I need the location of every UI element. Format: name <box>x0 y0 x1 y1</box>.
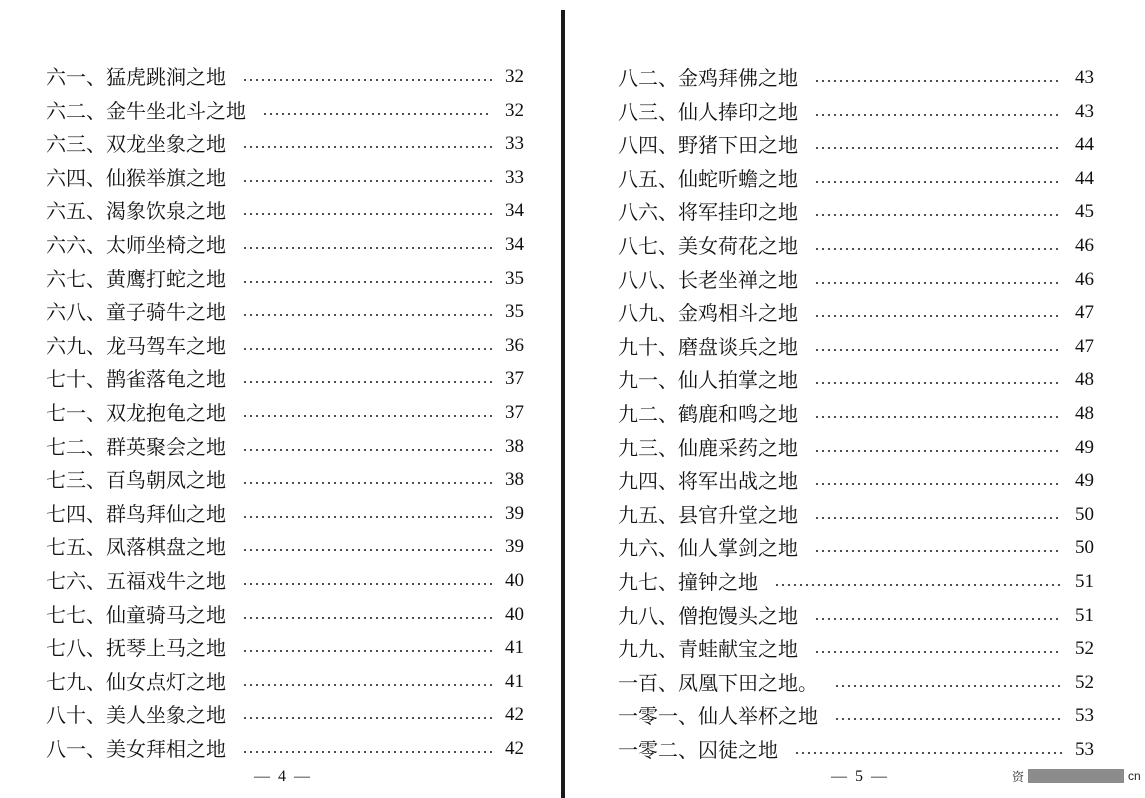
toc-entry-title: 八九、金鸡相斗之地 <box>618 301 798 326</box>
toc-entry-page-number: 42 <box>505 704 524 726</box>
toc-entry <box>46 600 524 630</box>
toc-entry <box>618 399 1094 429</box>
toc-entry-title: 七九、仙女点灯之地 <box>46 669 226 694</box>
page-number-left: — 4 — <box>254 768 312 785</box>
toc-entry <box>618 332 1094 362</box>
toc-entry-page-number: 33 <box>505 166 524 188</box>
dot-leader <box>242 79 492 81</box>
dot-leader <box>814 282 1062 284</box>
toc-entry <box>46 129 524 159</box>
toc-entry-title: 七七、仙童骑马之地 <box>46 602 226 627</box>
toc-entry <box>46 62 524 92</box>
dot-leader <box>794 752 1062 754</box>
toc-entry <box>46 398 524 428</box>
toc-entry-title: 九二、鹤鹿和鸣之地 <box>618 402 798 426</box>
toc-entry-page-number: 49 <box>1075 470 1094 492</box>
toc-entry-title: 九六、仙人掌剑之地 <box>618 536 798 561</box>
toc-entry-title: 六三、双龙坐象之地 <box>46 132 226 157</box>
toc-entry-page-number: 43 <box>1075 67 1094 88</box>
toc-entry-page-number: 38 <box>505 469 524 491</box>
toc-entry-title: 七八、抚琴上马之地 <box>46 636 226 661</box>
toc-entry <box>618 601 1094 631</box>
toc-entry-page-number: 45 <box>1075 201 1094 223</box>
dot-leader <box>814 416 1062 418</box>
dot-leader <box>242 146 492 148</box>
toc-entry <box>618 231 1094 261</box>
toc-entry <box>46 700 524 730</box>
dot-leader <box>814 618 1062 620</box>
dot-leader <box>242 516 492 518</box>
toc-entry-title: 六五、渴象饮泉之地 <box>46 199 226 224</box>
dot-leader <box>814 651 1062 653</box>
toc-entry-title: 一零二、囚徒之地 <box>618 738 778 762</box>
toc-entry <box>46 196 524 226</box>
dot-leader <box>834 718 1062 720</box>
toc-entry-title: 八八、长老坐禅之地 <box>618 267 798 292</box>
toc-entry-title: 七十、鹊雀落龟之地 <box>46 367 226 392</box>
toc-entry-title: 一零一、仙人举杯之地 <box>618 704 818 729</box>
toc-entry-page-number: 32 <box>505 66 524 87</box>
toc-entry <box>618 164 1094 194</box>
dot-leader <box>242 684 492 686</box>
toc-entry-title: 八一、美女拜相之地 <box>46 737 226 761</box>
toc-entry-page-number: 49 <box>1075 436 1094 458</box>
toc-entry-page-number: 37 <box>505 368 524 390</box>
toc-entry-title: 六七、黄鹰打蛇之地 <box>46 266 226 291</box>
toc-entry-page-number: 35 <box>505 301 524 323</box>
toc-entry <box>46 297 524 327</box>
toc-entry-title: 六二、金牛坐北斗之地 <box>46 98 246 123</box>
toc-entry-page-number: 36 <box>505 334 524 356</box>
toc-entry <box>618 735 1094 765</box>
dot-leader <box>814 147 1062 149</box>
toc-entry <box>618 567 1094 597</box>
dot-leader <box>814 450 1062 452</box>
dot-leader <box>242 415 492 417</box>
toc-entry <box>618 63 1094 93</box>
dot-leader <box>242 180 492 182</box>
toc-entry-title: 九一、仙人拍掌之地 <box>618 368 798 393</box>
toc-entry-page-number: 40 <box>505 603 524 625</box>
toc-entry-title: 九三、仙鹿采药之地 <box>618 435 798 460</box>
toc-entry-page-number: 44 <box>1075 167 1094 189</box>
toc-entry <box>618 500 1094 530</box>
toc-entry-title: 七三、百鸟朝凤之地 <box>46 468 226 493</box>
toc-entry <box>46 734 524 764</box>
toc-entry <box>46 566 524 596</box>
dot-leader <box>814 382 1062 384</box>
toc-entry-page-number: 41 <box>505 670 524 692</box>
toc-entry <box>618 197 1094 227</box>
dot-leader <box>814 214 1062 216</box>
toc-entry-page-number: 51 <box>1075 604 1094 626</box>
toc-entry-title: 七四、群鸟拜仙之地 <box>46 501 226 526</box>
toc-entry-page-number: 42 <box>505 738 524 759</box>
dot-leader <box>242 314 492 316</box>
toc-entry <box>618 701 1094 731</box>
dot-leader <box>814 80 1062 82</box>
dot-leader <box>814 483 1062 485</box>
toc-entry-page-number: 38 <box>505 435 524 457</box>
toc-entry-title: 七六、五福戏牛之地 <box>46 569 226 593</box>
left-page <box>0 0 560 798</box>
toc-entry <box>46 230 524 260</box>
toc-entry <box>618 533 1094 563</box>
toc-entry-page-number: 34 <box>505 200 524 222</box>
toc-entry <box>46 499 524 529</box>
dot-leader <box>814 114 1062 116</box>
right-page <box>565 0 1145 798</box>
toc-entry-title: 九八、僧抱馒头之地 <box>618 603 798 628</box>
toc-entry-title: 八四、野猪下田之地 <box>618 133 798 158</box>
dot-leader <box>242 247 492 249</box>
toc-entry-page-number: 43 <box>1075 100 1094 122</box>
toc-entry-page-number: 48 <box>1075 369 1094 391</box>
dot-leader <box>814 550 1062 552</box>
toc-entry <box>618 265 1094 295</box>
toc-entry <box>46 633 524 663</box>
dot-leader <box>242 281 492 283</box>
toc-entry <box>46 163 524 193</box>
toc-entry-page-number: 33 <box>505 133 524 155</box>
toc-entry-page-number: 48 <box>1075 403 1094 424</box>
toc-entry <box>46 96 524 126</box>
toc-entry-page-number: 52 <box>1075 671 1094 693</box>
toc-entry-page-number: 53 <box>1075 705 1094 727</box>
watermark <box>1012 766 1141 786</box>
toc-entry-page-number: 47 <box>1075 335 1094 357</box>
toc-entry-title: 一百、凤凰下田之地。 <box>618 670 818 695</box>
toc-entry <box>618 365 1094 395</box>
toc-entry <box>618 97 1094 127</box>
toc-entry-title: 九十、磨盘谈兵之地 <box>618 334 798 359</box>
toc-entry-title: 八五、仙蛇听蟾之地 <box>618 166 798 191</box>
toc-entry-page-number: 44 <box>1075 134 1094 156</box>
toc-entry-page-number: 35 <box>505 267 524 289</box>
dot-leader <box>242 482 492 484</box>
dot-leader <box>814 181 1062 183</box>
toc-entry <box>618 298 1094 328</box>
dot-leader <box>814 248 1062 250</box>
toc-entry-page-number: 50 <box>1075 503 1094 525</box>
page-number-right: — 5 — <box>831 768 889 785</box>
toc-entry-title: 八二、金鸡拜佛之地 <box>618 66 798 90</box>
toc-entry-page-number: 46 <box>1075 268 1094 290</box>
toc-entry-page-number: 39 <box>505 502 524 524</box>
dot-leader <box>242 583 492 585</box>
toc-entry <box>46 432 524 462</box>
toc-entry-page-number: 53 <box>1075 739 1094 760</box>
toc-entry <box>46 532 524 562</box>
toc-entry-page-number: 51 <box>1075 571 1094 592</box>
toc-entry-title: 六一、猛虎跳涧之地 <box>46 65 226 89</box>
toc-entry <box>618 668 1094 698</box>
toc-entry-title: 九五、县官升堂之地 <box>618 502 798 527</box>
dot-leader <box>814 517 1062 519</box>
watermark-suffix: cn <box>1128 769 1141 783</box>
toc-entry <box>46 667 524 697</box>
watermark-redaction-block <box>1028 769 1124 783</box>
toc-entry-title: 八十、美人坐象之地 <box>46 703 226 728</box>
toc-entry-title: 九四、将军出战之地 <box>618 469 798 494</box>
toc-entry-title: 六八、童子骑牛之地 <box>46 300 226 325</box>
toc-entry <box>46 364 524 394</box>
toc-entry-title: 七五、凤落棋盘之地 <box>46 535 226 560</box>
toc-entry-page-number: 41 <box>505 637 524 659</box>
toc-entry-page-number: 47 <box>1075 302 1094 324</box>
toc-entry-page-number: 39 <box>505 536 524 558</box>
toc-entry-page-number: 52 <box>1075 638 1094 660</box>
toc-entry-title: 六四、仙猴举旗之地 <box>46 165 226 190</box>
dot-leader <box>242 751 492 753</box>
toc-entry-title: 六九、龙马驾车之地 <box>46 333 226 358</box>
toc-entry-title: 七一、双龙抱龟之地 <box>46 401 226 425</box>
dot-leader <box>242 381 492 383</box>
dot-leader <box>242 617 492 619</box>
dot-leader <box>242 348 492 350</box>
toc-entry <box>618 634 1094 664</box>
toc-entry <box>618 433 1094 463</box>
toc-entry-title: 八六、将军挂印之地 <box>618 200 798 225</box>
toc-entry <box>46 264 524 294</box>
toc-entry <box>618 466 1094 496</box>
dot-leader <box>814 349 1062 351</box>
dot-leader <box>242 449 492 451</box>
toc-entry-page-number: 34 <box>505 234 524 255</box>
toc-entry-page-number: 40 <box>505 570 524 591</box>
toc-entry-title: 九九、青蛙献宝之地 <box>618 637 798 662</box>
toc-entry-page-number: 46 <box>1075 235 1094 256</box>
toc-entry-title: 六六、太师坐椅之地 <box>46 233 226 257</box>
dot-leader <box>774 584 1062 586</box>
dot-leader <box>834 685 1062 687</box>
dot-leader <box>262 113 492 115</box>
toc-entry-title: 七二、群英聚会之地 <box>46 434 226 459</box>
watermark-prefix: 资 <box>1012 769 1025 784</box>
toc-entry-title: 九七、撞钟之地 <box>618 570 758 594</box>
toc-entry-title: 八三、仙人捧印之地 <box>618 99 798 124</box>
dot-leader <box>242 717 492 719</box>
toc-entry <box>46 465 524 495</box>
toc-entry <box>46 331 524 361</box>
toc-entry-page-number: 50 <box>1075 537 1094 559</box>
dot-leader <box>242 650 492 652</box>
dot-leader <box>814 315 1062 317</box>
toc-entry <box>618 130 1094 160</box>
dot-leader <box>242 549 492 551</box>
toc-entry-page-number: 32 <box>505 99 524 121</box>
toc-entry-page-number: 37 <box>505 402 524 423</box>
toc-entry-title: 八七、美女荷花之地 <box>618 234 798 258</box>
dot-leader <box>242 213 492 215</box>
